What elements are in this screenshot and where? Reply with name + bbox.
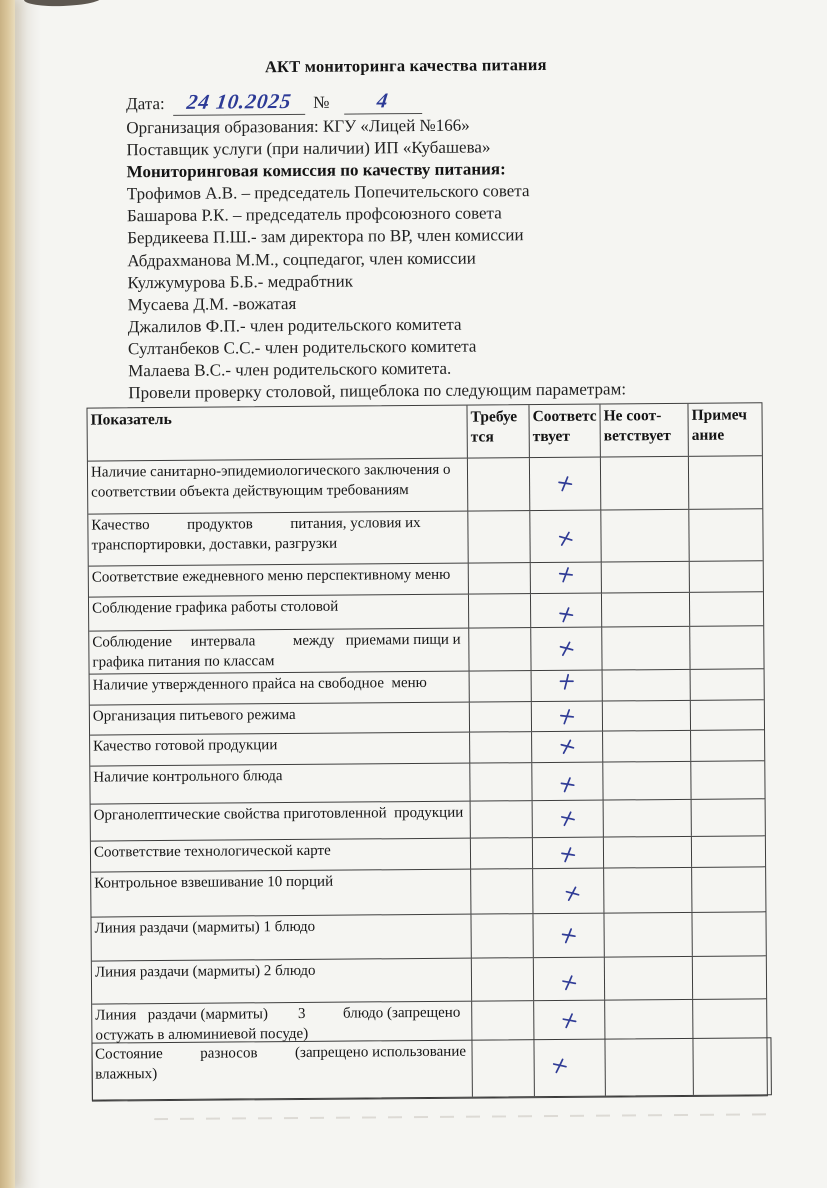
indicator-cell: Соблюдение интервала между приемами пищи и графика питания по классам [92, 631, 461, 671]
empty-cell [470, 838, 532, 868]
commission-members-list [127, 179, 714, 382]
handwritten-plus-mark [559, 925, 579, 947]
empty-cell [469, 732, 531, 762]
column-header: Показатель [90, 410, 172, 429]
handwritten-plus-mark [562, 883, 583, 906]
empty-cell [603, 868, 691, 913]
date-label: Дата: [126, 93, 165, 114]
table-row [89, 625, 763, 673]
empty-cell [604, 957, 692, 1000]
table-row [89, 560, 763, 596]
table-row [91, 835, 765, 871]
indicator-cell: Качество готовой продукции [93, 737, 278, 755]
date-value-handwritten: 24 10.2025 [185, 88, 293, 114]
empty-cell [471, 958, 533, 1000]
commission-member: Бердикеева П.Ш.- зам директора по ВР, член комиссии [127, 225, 524, 248]
empty-cell [689, 561, 763, 592]
column-header: Требуе тся [466, 405, 528, 457]
empty-cell [604, 1000, 692, 1040]
handwritten-plus-mark [558, 844, 578, 866]
empty-cell [601, 593, 689, 627]
document-header-block [126, 89, 713, 405]
commission-member: Кулжумурова Б.Б.- медрабтник [127, 271, 353, 292]
empty-cell [690, 669, 764, 700]
checkmark-cell [530, 563, 601, 594]
empty-cell [467, 511, 529, 562]
checkmark-cell [529, 511, 600, 563]
empty-cell [602, 731, 690, 762]
empty-cell [601, 562, 689, 593]
empty-cell [691, 836, 765, 867]
empty-cell [470, 914, 532, 957]
checkmark-cell [530, 628, 601, 671]
checkmark-cell [532, 914, 603, 958]
commission-member: Башарова Р.К. – председатель профсоюзного совета [126, 203, 502, 226]
indicator-cell: Соответствие ежедневного меню перспективному меню [91, 566, 451, 586]
handwritten-plus-mark [557, 808, 578, 830]
empty-cell [602, 670, 690, 701]
monitoring-table [86, 402, 767, 1101]
table-row [90, 729, 764, 765]
empty-cell [600, 457, 688, 510]
commission-member: Трофимов А.В. – председатель Попечительского совета [126, 181, 530, 204]
supplier-line: Поставщик услуги (при наличии) ИП «Кубашева» [126, 137, 491, 160]
empty-cell [471, 1001, 533, 1040]
checkmark-cell [533, 1039, 604, 1096]
table-row [88, 508, 762, 565]
table-row [90, 668, 764, 704]
number-value-handwritten: 4 [375, 88, 391, 113]
empty-cell [604, 1038, 692, 1095]
table-row [88, 455, 762, 513]
empty-cell [469, 763, 531, 800]
empty-cell [469, 671, 531, 701]
checkmark-cell [532, 838, 603, 869]
handwritten-plus-mark [557, 774, 577, 796]
handwritten-plus-mark [555, 527, 577, 550]
handwritten-plus-mark [555, 473, 575, 495]
empty-cell [688, 509, 762, 561]
date-underline [173, 88, 305, 116]
indicator-cell: Наличие утвержденного прайса на свободное меню [92, 674, 427, 694]
indicator-cell: Состояние разносов (запрещено использование влажных) [94, 1043, 467, 1083]
table-row [91, 911, 765, 960]
indicator-cell: Соблюдение графика работы столовой [91, 598, 339, 617]
table-row [90, 760, 764, 803]
handwritten-plus-mark [556, 604, 576, 626]
intro-line: Провели проверку столовой, пищеблока по следующим параметрам: [128, 379, 627, 403]
indicator-cell: Линия раздачи (мармиты) 1 блюдо [94, 918, 316, 937]
indicator-cell: Соответствие технологической карте [93, 842, 331, 861]
empty-cell [690, 730, 764, 761]
checkmark-cell [531, 732, 602, 763]
empty-cell [471, 1040, 533, 1096]
empty-cell [691, 912, 765, 956]
commission-member: Малаева В.С.- член родительского комитета. [128, 358, 452, 381]
empty-cell [602, 701, 690, 731]
handwritten-plus-mark [559, 1009, 580, 1031]
checkmark-cell [533, 958, 604, 1001]
table-row [91, 1037, 771, 1100]
empty-cell [467, 458, 529, 510]
handwritten-plus-mark [558, 672, 576, 692]
checkmark-cell [532, 869, 603, 914]
empty-cell [603, 837, 691, 868]
checkmark-cell [533, 1001, 604, 1041]
table-row [90, 699, 764, 734]
indicator-cell: Линия раздачи (мармиты) 2 блюдо [94, 962, 316, 981]
number-underline [344, 88, 422, 115]
handwritten-plus-mark [557, 706, 577, 727]
checkmark-cell [531, 763, 602, 801]
indicator-cell: Организация питьевого режима [92, 706, 296, 725]
column-header: Примеч ание [687, 403, 761, 456]
column-header: Не соот- ветствует [599, 404, 687, 457]
empty-cell [691, 867, 765, 912]
empty-cell [470, 869, 532, 913]
empty-cell [601, 627, 689, 670]
empty-cell [688, 456, 762, 509]
indicator-cell: Органолептические свойства приготовленной продукции [93, 804, 464, 824]
indicator-cell: Наличие санитарно-эпидемиологического заключения о соответствии объекта действующим требованиям [90, 461, 451, 501]
empty-cell [470, 801, 532, 837]
handwritten-plus-mark [549, 1054, 570, 1076]
checkmark-cell [530, 594, 601, 628]
empty-cell [469, 702, 531, 731]
commission-member: Джалилов Ф.П.- член родительского комитета [127, 314, 462, 337]
indicator-cell: Качество продуктов питания, условия их транспортировки, доставки, разгрузки [91, 514, 421, 554]
empty-cell [691, 799, 765, 836]
handwritten-plus-mark [556, 638, 577, 661]
empty-cell [600, 510, 688, 562]
indicator-cell: Наличие контрольного блюда [93, 768, 283, 786]
indicator-cell: Линия раздачи (мармиты) 3 блюдо (запрещено остужать в алюминиевой посуде) [95, 1004, 461, 1044]
checkmark-cell [531, 671, 602, 702]
number-label: № [313, 92, 330, 112]
table-header-row [87, 403, 761, 460]
empty-cell [690, 761, 764, 799]
commission-member: Султанбеков С.С.- член родительского комитета [127, 336, 477, 359]
empty-cell [692, 999, 766, 1039]
commission-member: Мусаева Д.М. -вожатая [127, 293, 297, 315]
checkmark-cell [532, 801, 603, 838]
empty-cell [602, 762, 690, 800]
empty-cell [689, 626, 763, 669]
handwritten-plus-mark [559, 972, 580, 994]
column-header: Соответс твует [528, 405, 599, 458]
indicator-cell: Контрольное взвешивание 10 порций [94, 873, 334, 892]
checkmark-cell [529, 458, 600, 511]
table-row [91, 866, 765, 916]
empty-cell [692, 956, 766, 999]
table-row [92, 955, 766, 1003]
handwritten-plus-mark [556, 564, 576, 585]
table-row [91, 798, 765, 840]
empty-cell [689, 592, 763, 626]
empty-cell [690, 700, 764, 730]
empty-cell [468, 628, 530, 670]
organization-line: Организация образования: КГУ «Лицей №166» [126, 115, 470, 138]
empty-cell [603, 800, 691, 837]
empty-cell [468, 594, 530, 627]
table-row [89, 591, 763, 630]
scan-smudge-line [154, 1113, 769, 1120]
empty-cell [692, 1038, 770, 1095]
document-title: АКТ мониторинга качества питания [264, 54, 547, 77]
handwritten-plus-mark [556, 736, 577, 759]
commission-member: Абдрахманова М.М., соцпедагог, член комиссии [127, 248, 476, 270]
empty-cell [603, 913, 691, 957]
checkmark-cell [531, 702, 602, 732]
commission-heading: Мониторинговая комиссия по качеству питания: [126, 159, 506, 182]
empty-cell [468, 563, 530, 593]
